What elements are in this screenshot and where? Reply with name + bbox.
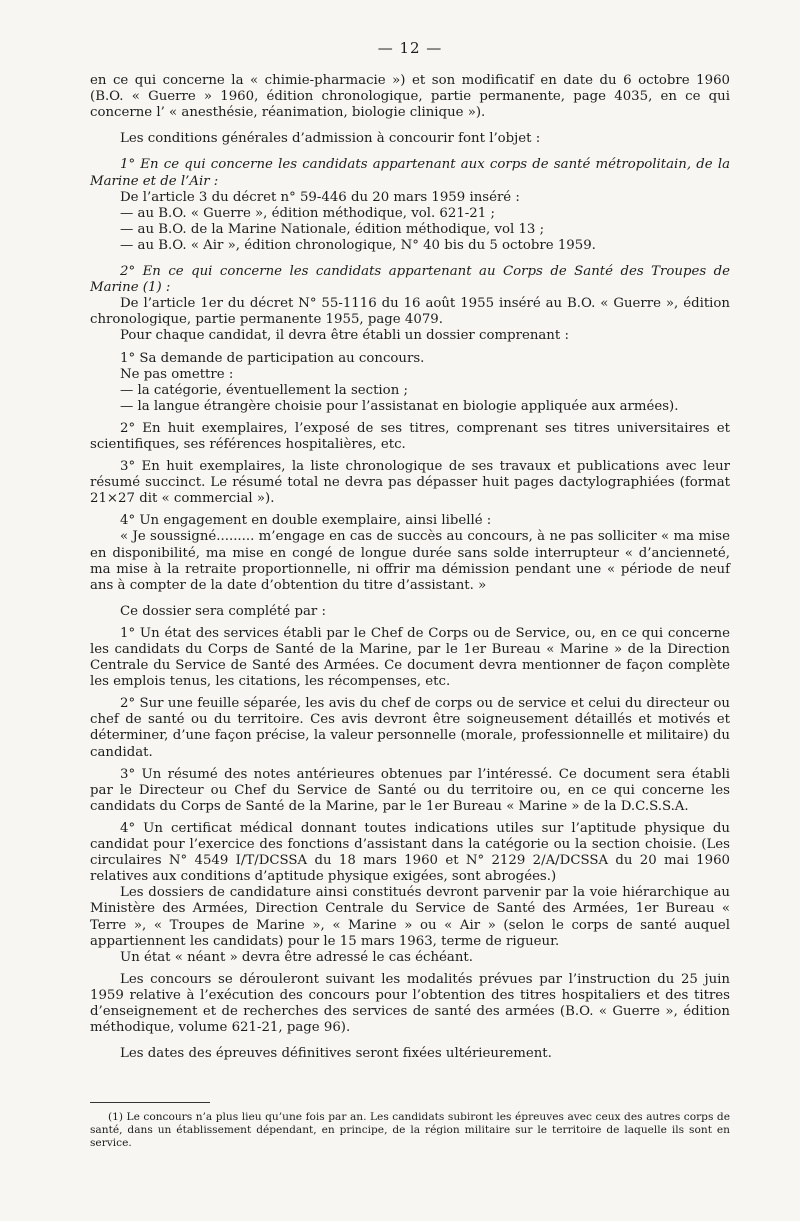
completion-item-3: 3° Un résumé des notes antérieures obtenues par l’intéressé. Ce document sera établi par le Directeur ou Chef du Service de Santé ou du territoire ou, en ce qui concerne les candidats du Corps de Santé de la Marine, par le 1er Bureau « Marine » de la D.C.S.S.A. xyxy=(90,766,730,814)
section-2-text: De l’article 1er du décret N° 55-1116 du 16 août 1955 inséré au B.O. « Guerre », édition chronologique, partie permanente 1955, page 4079. xyxy=(90,296,730,328)
paragraph-dates: Les dates des épreuves définitives seront fixées ultérieurement. xyxy=(120,1046,552,1062)
dossier-item-4: 4° Un engagement en double exemplaire, ainsi libellé : xyxy=(120,513,492,529)
dossier-item-1: 1° Sa demande de participation au concours. xyxy=(120,350,425,366)
completion-item-4: 4° Un certificat médical donnant toutes indications utiles sur l’aptitude physique du candidat pour l’exercice des fonctions d’assistant dans la catégorie ou la section choisie. (Les circulaires N° 4549 I/T/DCSSA du 18 mars 1960 et N° 2129 2/A/DCSSA du 20 mai 1960 relatives aux conditions d’aptitude physique exigées, sont abrogées.) xyxy=(90,820,730,885)
section-1-line: De l’article 3 du décret n° 59-446 du 20 mars 1959 inséré : xyxy=(120,189,520,205)
completion-item-2: 2° Sur une feuille séparée, les avis du chef de corps ou de service et celui du directeur ou chef de santé ou du territoire. Ces avis devront être soigneusement détaillés et motivés et déterminer, d’une façon précise, la valeur personnelle (morale, professionnelle et militaire) du candidat. xyxy=(90,696,730,760)
dossier-intro: Pour chaque candidat, il devra être établi un dossier comprenant : xyxy=(120,328,569,344)
dossier-item-1-line: — la catégorie, éventuellement la section ; xyxy=(120,382,408,398)
document-page xyxy=(90,40,730,1150)
completion-intro: Ce dossier sera complété par : xyxy=(120,603,326,619)
engagement-quote: « Je soussigné......... m’engage en cas de succès au concours, à ne pas solliciter « ma mise en disponibilité, ma mise en congé de longue durée sans solde interrupteur « d’ancienneté, ma mise à la retraite proportionnelle, ni offrir ma démission pendant une « période de neuf ans à compter de la date d’obtention du titre d’assistant. » xyxy=(90,529,730,593)
completion-item-1: 1° Un état des services établi par le Chef de Corps ou de Service, ou, en ce qui concerne les candidats du Corps de Santé de la Marine, par le 1er Bureau « Marine » de la Direction Centrale du Service de Santé des Armées. Ce document devra mentionner de façon complète les emplois tenus, les citations, les récompenses, etc. xyxy=(90,625,730,690)
footnote-divider xyxy=(90,1102,210,1103)
paragraph-intro: en ce qui concerne la « chimie-pharmacie ») et son modificatif en date du 6 octobre 1960 (B.O. « Guerre » 1960, édition chronologique, partie permanente, page 4035, en ce qui concerne l’ « anesthésie, réanimation, biologie clinique »). xyxy=(90,73,730,121)
section-2-title: 2° En ce qui concerne les candidats appartenant au Corps de Santé des Troupes de Marine (1) : xyxy=(90,264,730,296)
section-1-line: — au B.O. de la Marine Nationale, édition méthodique, vol 13 ; xyxy=(120,221,545,237)
page-number: — 12 — xyxy=(377,39,443,57)
section-1-title: 1° En ce qui concerne les candidats appartenant aux corps de santé métropolitain, de la Marine et de l’Air : xyxy=(90,157,730,189)
dossier-item-2: 2° En huit exemplaires, l’exposé de ses titres, comprenant ses titres universitaires et scientifiques, ses références hospitalières, etc. xyxy=(90,420,730,452)
section-1-line: — au B.O. « Air », édition chronologique, N° 40 bis du 5 octobre 1959. xyxy=(120,237,596,253)
dossier-item-3: 3° En huit exemplaires, la liste chronologique de ses travaux et publications avec leur résumé succinct. Le résumé total ne devra pas dépasser huit pages dactylographiées (format 21×27 dit « commercial »). xyxy=(90,459,730,507)
paragraph-neant: Un état « néant » devra être adressé le cas échéant. xyxy=(120,949,473,965)
paragraph-conditions: Les conditions générales d’admission à concourir font l’objet : xyxy=(120,131,541,147)
paragraph-dossiers: Les dossiers de candidature ainsi constitués devront parvenir par la voie hiérarchique au Ministère des Armées, Direction Centrale du Service de Santé des Armées, 1er Bureau « Terre », « Troupes de Marine », « Marine » ou « Air » (selon le corps de santé auquel appartiennent les candidats) pour le 15 mars 1963, terme de rigueur. xyxy=(90,885,730,949)
footnote: (1) Le concours n’a plus lieu qu’une fois par an. Les candidats subiront les épreuves avec ceux des autres corps de santé, dans un établissement dépendant, en principe, de la région militaire sur le territoire de laquelle ils sont en service. xyxy=(90,1111,730,1150)
section-1-line: — au B.O. « Guerre », édition méthodique, vol. 621-21 ; xyxy=(120,205,495,221)
dossier-item-1-line: — la langue étrangère choisie pour l’assistanat en biologie appliquée aux armées). xyxy=(120,398,679,414)
dossier-item-1-line: Ne pas omettre : xyxy=(120,366,234,382)
paragraph-concours: Les concours se dérouleront suivant les modalités prévues par l’instruction du 25 juin 1959 relative à l’exécution des concours pour l’obtention des titres hospitaliers et des titres d’enseignement et de recherches des services de santé des armées (B.O. « Guerre », édition méthodique, volume 621-21, page 96). xyxy=(90,971,730,1036)
